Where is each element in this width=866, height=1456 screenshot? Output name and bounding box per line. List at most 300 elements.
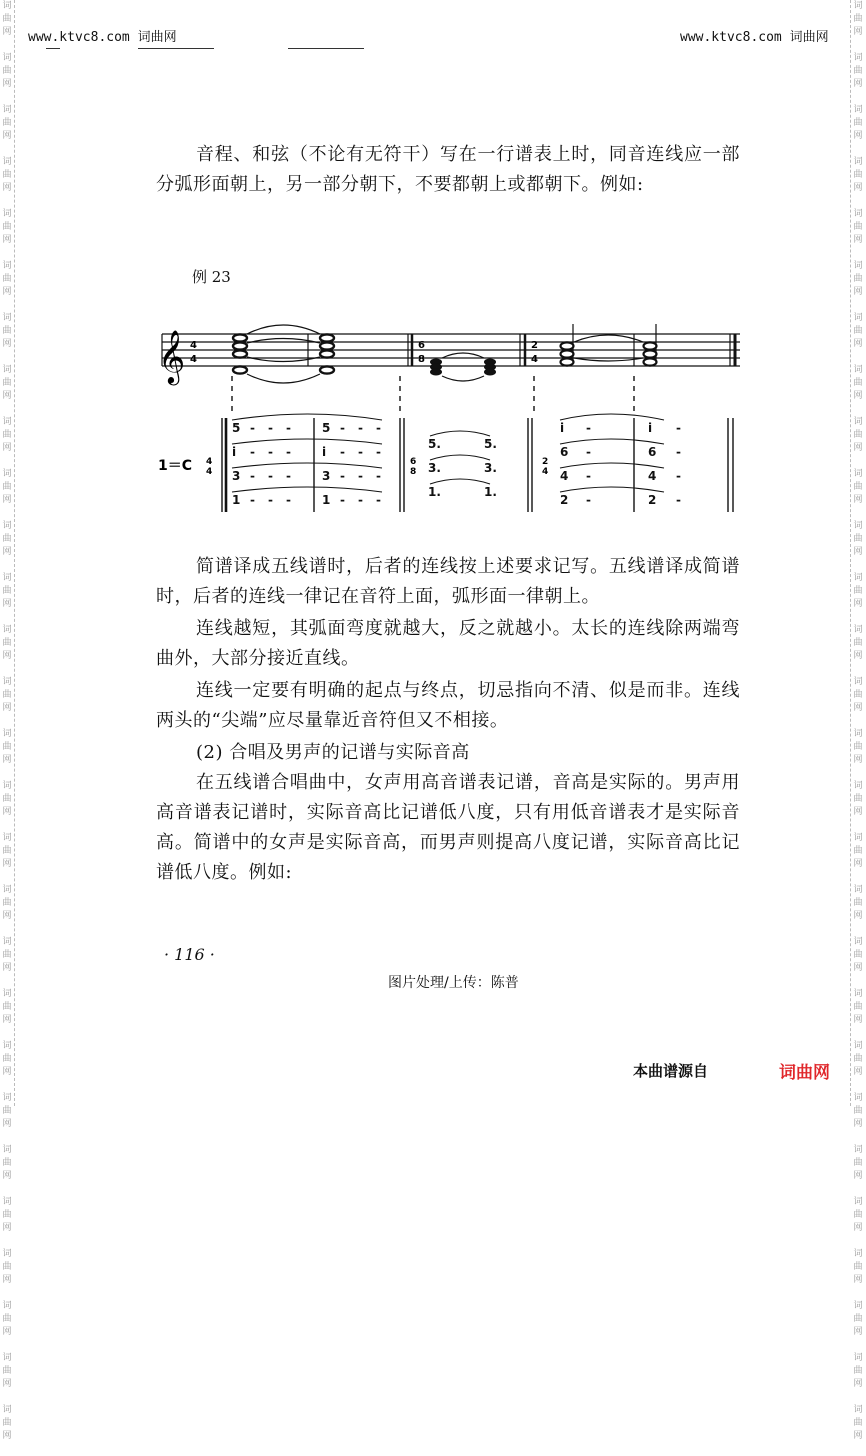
watermark-gap	[0, 819, 14, 832]
watermark-gap	[0, 1391, 14, 1404]
watermark-char: 词	[2, 677, 12, 687]
watermark-char: 词	[2, 1041, 12, 1051]
watermark-char: 曲	[853, 950, 863, 960]
header-rule	[138, 48, 214, 49]
jp-time-sig-num: 6	[410, 457, 417, 467]
watermark-gap	[851, 663, 865, 676]
watermark-char: 词	[2, 261, 12, 271]
watermark-char: 词	[2, 937, 12, 947]
header-left-site[interactable]: 词曲网	[137, 30, 177, 45]
watermark-gap	[0, 611, 14, 624]
watermark-char: 词	[2, 885, 12, 895]
watermark-char: 网	[2, 339, 12, 349]
time-sig-2-den: 8	[418, 354, 425, 365]
watermark-gap	[0, 1131, 14, 1144]
jianpu-dash: -	[268, 421, 273, 435]
watermark-char: 词	[853, 1405, 863, 1415]
watermark-gap	[851, 403, 865, 416]
jianpu-dash: -	[340, 421, 345, 435]
watermark-char: 词	[853, 885, 863, 895]
jianpu-note: 5.	[484, 437, 497, 451]
jianpu-dash: -	[358, 445, 363, 459]
watermark-char: 词	[2, 53, 12, 63]
watermark-char: 词	[853, 261, 863, 271]
watermark-char: 曲	[853, 378, 863, 388]
watermark-char: 词	[2, 313, 12, 323]
jianpu-note: 1	[322, 493, 331, 507]
watermark-char: 曲	[853, 274, 863, 284]
watermark-gap	[0, 663, 14, 676]
header-rule	[288, 48, 364, 49]
watermark-char: 曲	[853, 690, 863, 700]
watermark-gap	[0, 975, 14, 988]
watermark-char: 词	[2, 469, 12, 479]
watermark-char: 网	[853, 1275, 863, 1285]
watermark-gap	[0, 455, 14, 468]
watermark-gap	[851, 819, 865, 832]
watermark-char: 网	[853, 443, 863, 453]
watermark-char: 词	[2, 521, 12, 531]
watermark-char: 网	[853, 495, 863, 505]
watermark-char: 词	[2, 209, 12, 219]
right-watermark-strip	[850, 0, 865, 1441]
watermark-char: 词	[2, 1301, 12, 1311]
watermark-char: 曲	[853, 430, 863, 440]
watermark-char: 曲	[853, 846, 863, 856]
jianpu-dash: -	[676, 421, 681, 435]
watermark-char: 曲	[2, 1418, 12, 1428]
header-left-url[interactable]: www.ktvc8.com	[28, 30, 130, 45]
watermark-char: 曲	[2, 638, 12, 648]
watermark-char: 词	[853, 1249, 863, 1259]
time-sig-3-num: 2	[531, 340, 538, 351]
jp-time-sig-num: 2	[542, 457, 549, 467]
watermark-char: 网	[2, 235, 12, 245]
watermark-gap	[851, 1339, 865, 1352]
jianpu-dash: -	[358, 469, 363, 483]
watermark-char: 网	[853, 1431, 863, 1441]
jianpu-note: i	[648, 421, 653, 435]
watermark-char: 词	[853, 313, 863, 323]
watermark-char: 曲	[853, 1002, 863, 1012]
watermark-char: 网	[2, 911, 12, 921]
ties-m2	[442, 353, 484, 381]
watermark-char: 网	[853, 1067, 863, 1077]
jianpu-note: 5	[322, 421, 331, 435]
watermark-char: 曲	[853, 482, 863, 492]
watermark-char: 词	[2, 1353, 12, 1363]
watermark-gap	[0, 767, 14, 780]
chord-m1	[233, 334, 334, 373]
jianpu-note: i	[232, 445, 237, 459]
jianpu-dash: -	[376, 445, 381, 459]
time-sig-3-den: 4	[531, 354, 538, 365]
watermark-char: 词	[853, 833, 863, 843]
watermark-gap	[851, 1391, 865, 1404]
jianpu-note: 5	[232, 421, 241, 435]
watermark-char: 词	[2, 729, 12, 739]
watermark-char: 曲	[2, 66, 12, 76]
watermark-char: 网	[2, 391, 12, 401]
jp-time-sig-den: 4	[542, 467, 549, 477]
watermark-char: 曲	[853, 118, 863, 128]
watermark-gap	[0, 871, 14, 884]
watermark-gap	[851, 1131, 865, 1144]
watermark-char: 网	[2, 807, 12, 817]
jianpu-dash: -	[358, 421, 363, 435]
watermark-gap	[0, 299, 14, 312]
jianpu-note: 3	[322, 469, 331, 483]
watermark-char: 词	[853, 573, 863, 583]
watermark-char: 网	[853, 1119, 863, 1129]
watermark-char: 网	[2, 1015, 12, 1025]
jianpu-note: 3.	[484, 461, 497, 475]
watermark-gap	[851, 1287, 865, 1300]
watermark-char: 网	[853, 235, 863, 245]
watermark-char: 曲	[853, 66, 863, 76]
watermark-char: 词	[2, 1, 12, 11]
jianpu-dash: -	[250, 469, 255, 483]
watermark-char: 曲	[2, 482, 12, 492]
watermark-char: 词	[853, 365, 863, 375]
watermark-char: 曲	[853, 326, 863, 336]
watermark-gap	[851, 1079, 865, 1092]
watermark-char: 曲	[853, 898, 863, 908]
source-brand[interactable]: 词曲网	[779, 1063, 830, 1083]
watermark-char: 曲	[2, 14, 12, 24]
jp-time-sig-den: 8	[410, 467, 417, 477]
jianpu-note: i	[322, 445, 327, 459]
watermark-char: 词	[2, 989, 12, 999]
jianpu-note: 6	[648, 445, 657, 459]
jianpu-note: 3	[232, 469, 241, 483]
watermark-gap	[0, 1027, 14, 1040]
jianpu-note: 2	[560, 493, 569, 507]
watermark-char: 词	[2, 157, 12, 167]
watermark-char: 曲	[2, 586, 12, 596]
header-right-url[interactable]: www.ktvc8.com	[680, 30, 782, 45]
watermark-char: 网	[853, 79, 863, 89]
watermark-char: 曲	[2, 1002, 12, 1012]
watermark-char: 曲	[2, 1106, 12, 1116]
watermark-char: 网	[853, 859, 863, 869]
watermark-char: 网	[2, 703, 12, 713]
watermark-gap	[0, 143, 14, 156]
watermark-char: 网	[853, 27, 863, 37]
watermark-gap	[851, 559, 865, 572]
watermark-char: 曲	[2, 1262, 12, 1272]
watermark-gap	[851, 455, 865, 468]
jianpu-dash: -	[250, 493, 255, 507]
watermark-char: 网	[2, 1067, 12, 1077]
jianpu-dash: -	[376, 421, 381, 435]
watermark-char: 网	[2, 1119, 12, 1129]
header-left	[28, 26, 177, 45]
time-sig-2-num: 6	[418, 340, 425, 351]
watermark-char: 曲	[2, 1314, 12, 1324]
watermark-char: 曲	[853, 1314, 863, 1324]
watermark-char: 网	[2, 1223, 12, 1233]
watermark-gap	[851, 1183, 865, 1196]
jianpu-dash: -	[268, 469, 273, 483]
watermark-gap	[0, 1235, 14, 1248]
watermark-char: 网	[853, 963, 863, 973]
watermark-char: 网	[853, 703, 863, 713]
watermark-gap	[0, 1079, 14, 1092]
watermark-gap	[851, 611, 865, 624]
watermark-gap	[0, 403, 14, 416]
paragraph-3: 连线越短，其弧面弯度就越大，反之就越小。太长的连线除两端弯曲外，大部分接近直线。	[156, 618, 740, 669]
jianpu-note: 3.	[428, 461, 441, 475]
watermark-char: 词	[853, 989, 863, 999]
time-sig-1-num: 4	[190, 340, 197, 351]
watermark-char: 曲	[853, 1210, 863, 1220]
watermark-gap	[0, 1287, 14, 1300]
watermark-char: 曲	[2, 430, 12, 440]
watermark-char: 网	[853, 287, 863, 297]
watermark-char: 网	[2, 443, 12, 453]
watermark-char: 词	[853, 417, 863, 427]
watermark-gap	[851, 715, 865, 728]
watermark-char: 曲	[2, 846, 12, 856]
upload-credit: 图片处理/上传：陈普	[388, 975, 519, 991]
watermark-gap	[851, 1443, 865, 1456]
watermark-char: 曲	[2, 794, 12, 804]
jianpu-dash: -	[268, 493, 273, 507]
jianpu-note: 1.	[428, 485, 441, 499]
watermark-char: 网	[2, 495, 12, 505]
watermark-char: 词	[2, 417, 12, 427]
watermark-char: 曲	[853, 586, 863, 596]
watermark-char: 曲	[2, 118, 12, 128]
watermark-char: 词	[2, 1093, 12, 1103]
jianpu-dash: -	[250, 445, 255, 459]
watermark-char: 网	[2, 1431, 12, 1441]
example-label: 例 23	[192, 268, 231, 286]
watermark-char: 曲	[2, 170, 12, 180]
jianpu-dash: -	[676, 469, 681, 483]
watermark-char: 网	[853, 547, 863, 557]
watermark-char: 网	[853, 1379, 863, 1389]
watermark-char: 曲	[2, 274, 12, 284]
jianpu-dash: -	[586, 421, 591, 435]
jianpu-dash: -	[340, 493, 345, 507]
jianpu-dash: -	[286, 421, 291, 435]
jianpu-dash: -	[676, 445, 681, 459]
watermark-char: 网	[2, 547, 12, 557]
watermark-char: 曲	[853, 1418, 863, 1428]
paragraph-2: 简谱译成五线谱时，后者的连线按上述要求记写。五线谱译成简谱时，后者的连线一律记在音符上面，弧形面一律朝上。	[156, 556, 740, 607]
watermark-gap	[851, 871, 865, 884]
jp-ties	[232, 414, 664, 492]
watermark-char: 网	[2, 79, 12, 89]
jp-time-sig-num: 4	[206, 457, 213, 467]
watermark-char: 曲	[2, 1054, 12, 1064]
watermark-gap	[851, 195, 865, 208]
watermark-char: 词	[853, 781, 863, 791]
watermark-char: 曲	[2, 222, 12, 232]
watermark-char: 网	[2, 963, 12, 973]
jianpu-note: 1	[232, 493, 241, 507]
jianpu-note: 4	[560, 469, 569, 483]
jianpu-dash: -	[286, 493, 291, 507]
jianpu-dash: -	[376, 469, 381, 483]
jianpu-note: 5.	[428, 437, 441, 451]
watermark-char: 网	[2, 27, 12, 37]
watermark-char: 词	[853, 1093, 863, 1103]
jianpu-dash: -	[358, 493, 363, 507]
header-right	[680, 26, 829, 45]
watermark-char: 词	[853, 521, 863, 531]
jianpu-notes	[232, 421, 681, 507]
watermark-gap	[0, 195, 14, 208]
watermark-char: 曲	[853, 1262, 863, 1272]
watermark-char: 曲	[853, 1054, 863, 1064]
jianpu-dash: -	[676, 493, 681, 507]
watermark-char: 词	[853, 1353, 863, 1363]
watermark-char: 网	[2, 183, 12, 193]
jianpu-dash: -	[286, 445, 291, 459]
watermark-char: 词	[853, 209, 863, 219]
watermark-gap	[0, 1183, 14, 1196]
watermark-char: 词	[853, 157, 863, 167]
watermark-char: 词	[2, 781, 12, 791]
jianpu-note: i	[560, 421, 565, 435]
watermark-gap	[851, 299, 865, 312]
watermark-char: 网	[2, 651, 12, 661]
watermark-char: 网	[2, 1379, 12, 1389]
watermark-gap	[0, 1443, 14, 1456]
watermark-char: 曲	[853, 794, 863, 804]
section-heading: (2) 合唱及男声的记谱与实际音高	[196, 742, 470, 763]
watermark-char: 网	[853, 651, 863, 661]
watermark-char: 曲	[853, 1366, 863, 1376]
watermark-char: 网	[2, 1171, 12, 1181]
watermark-gap	[851, 767, 865, 780]
watermark-char: 词	[2, 365, 12, 375]
watermark-char: 曲	[853, 14, 863, 24]
watermark-char: 词	[2, 625, 12, 635]
watermark-char: 曲	[2, 1210, 12, 1220]
watermark-char: 词	[853, 469, 863, 479]
page-number: · 116 ·	[164, 945, 215, 964]
jianpu-note: 2	[648, 493, 657, 507]
watermark-char: 词	[853, 1145, 863, 1155]
watermark-gap	[851, 923, 865, 936]
watermark-gap	[0, 559, 14, 572]
watermark-char: 曲	[2, 950, 12, 960]
jianpu-dash: -	[376, 493, 381, 507]
watermark-char: 网	[853, 1015, 863, 1025]
watermark-char: 网	[853, 1223, 863, 1233]
watermark-gap	[0, 91, 14, 104]
watermark-char: 曲	[2, 326, 12, 336]
watermark-char: 词	[2, 573, 12, 583]
chord-m3	[561, 342, 657, 365]
paragraph-5: 在五线谱合唱曲中，女声用高音谱表记谱，音高是实际的。男声用高音谱表记谱时，实际音高比记谱低八度，只有用低音谱表才是实际音高。简谱中的女声是实际音高，而男声则提高八度记谱，实际音高比记谱低八度。例如:	[156, 772, 740, 883]
left-watermark-strip	[0, 0, 15, 1441]
watermark-gap	[0, 351, 14, 364]
watermark-char: 网	[853, 131, 863, 141]
watermark-char: 网	[853, 599, 863, 609]
jianpu-dash: -	[340, 469, 345, 483]
watermark-gap	[851, 1235, 865, 1248]
watermark-char: 词	[853, 1, 863, 11]
watermark-char: 曲	[853, 534, 863, 544]
jianpu-dash: -	[586, 469, 591, 483]
watermark-gap	[0, 247, 14, 260]
watermark-char: 曲	[2, 898, 12, 908]
watermark-char: 网	[853, 183, 863, 193]
watermark-gap	[851, 143, 865, 156]
watermark-char: 词	[2, 1197, 12, 1207]
watermark-char: 词	[853, 677, 863, 687]
watermark-char: 曲	[853, 1106, 863, 1116]
time-sig-1-den: 4	[190, 354, 197, 365]
watermark-gap	[851, 39, 865, 52]
jp-time-sig-den: 4	[206, 467, 213, 477]
watermark-char: 网	[2, 859, 12, 869]
watermark-gap	[851, 247, 865, 260]
watermark-char: 网	[853, 391, 863, 401]
watermark-char: 网	[2, 131, 12, 141]
paragraph-4: 连线一定要有明确的起点与终点，切忌指向不清、似是而非。连线两头的“尖端”应尽量靠近音符但又不相接。	[156, 680, 740, 731]
dashed-connectors	[232, 376, 634, 414]
watermark-char: 网	[2, 599, 12, 609]
watermark-char: 曲	[2, 742, 12, 752]
watermark-char: 曲	[853, 742, 863, 752]
score-example	[150, 312, 750, 522]
jianpu-dash: -	[586, 445, 591, 459]
watermark-char: 词	[853, 937, 863, 947]
watermark-char: 词	[853, 1301, 863, 1311]
treble-clef: 𝄞	[158, 329, 186, 383]
watermark-char: 词	[2, 833, 12, 843]
watermark-char: 词	[853, 105, 863, 115]
watermark-char: 词	[853, 729, 863, 739]
watermark-char: 网	[2, 1275, 12, 1285]
watermark-char: 曲	[853, 222, 863, 232]
header-rule	[46, 48, 60, 49]
watermark-char: 曲	[2, 1158, 12, 1168]
watermark-char: 网	[2, 287, 12, 297]
watermark-char: 词	[853, 1041, 863, 1051]
watermark-char: 网	[853, 755, 863, 765]
watermark-char: 词	[853, 625, 863, 635]
watermark-gap	[851, 1027, 865, 1040]
watermark-char: 词	[2, 105, 12, 115]
watermark-char: 词	[2, 1249, 12, 1259]
watermark-char: 词	[853, 1197, 863, 1207]
watermark-gap	[0, 507, 14, 520]
chord-m2	[430, 359, 496, 376]
jianpu-note: 4	[648, 469, 657, 483]
watermark-char: 网	[2, 755, 12, 765]
watermark-gap	[851, 507, 865, 520]
jianpu-dash: -	[286, 469, 291, 483]
watermark-char: 曲	[2, 534, 12, 544]
header-right-site[interactable]: 词曲网	[789, 30, 829, 45]
jianpu-dash: -	[340, 445, 345, 459]
watermark-char: 曲	[853, 1158, 863, 1168]
watermark-char: 网	[853, 807, 863, 817]
watermark-char: 网	[853, 1327, 863, 1337]
watermark-gap	[0, 39, 14, 52]
watermark-char: 词	[2, 1145, 12, 1155]
watermark-char: 曲	[2, 690, 12, 700]
watermark-gap	[851, 351, 865, 364]
watermark-gap	[0, 1339, 14, 1352]
